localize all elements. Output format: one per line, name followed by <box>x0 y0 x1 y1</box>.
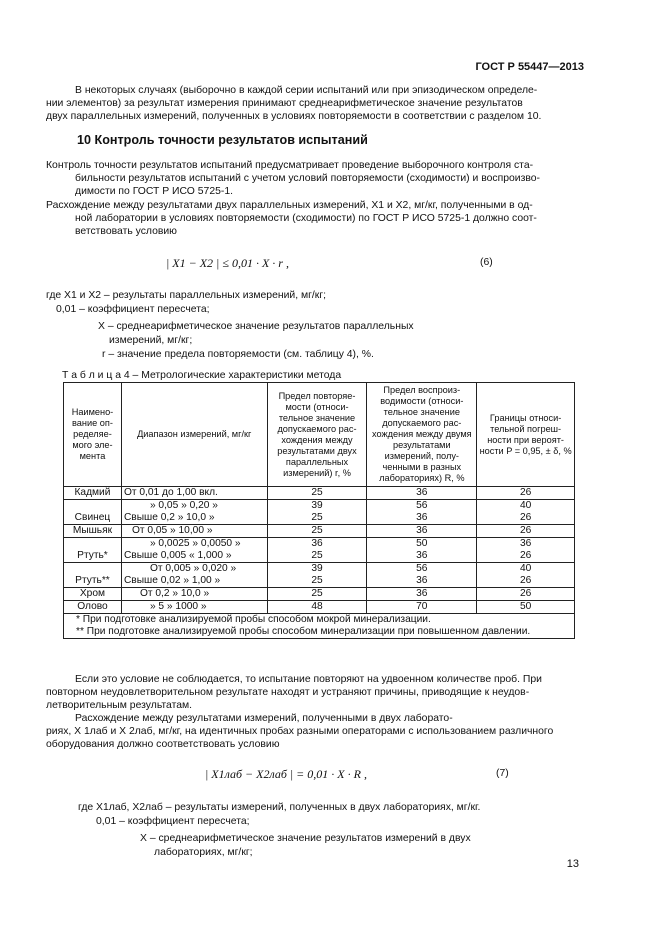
table-row <box>64 512 575 525</box>
cell-R: 36 <box>367 550 477 563</box>
cell-range: » 0,0025 » 0,0050 » <box>121 538 267 551</box>
table-row <box>64 575 575 588</box>
cell-R: 36 <box>367 588 477 601</box>
text-line: димости по ГОСТ Р ИСО 5725-1. <box>75 186 234 198</box>
footnote-2: ** При подготовке анализируемой пробы способом минерализации при повышенном давлении. <box>76 626 531 637</box>
cell-r: 39 <box>267 500 367 513</box>
table-row <box>64 588 575 601</box>
text-line: Если это условие не соблюдается, то испытание повторяют на удвоенном количестве проб. При <box>75 674 542 685</box>
cell-delta: 26 <box>477 550 575 563</box>
cell-r: 25 <box>267 575 367 588</box>
text-line: повторном неудовлетворительном результате находят и устраняют причины, приводящие к неудов- <box>46 687 530 699</box>
text-line: риях, X 1лаб и X 2лаб, мг/кг, на идентичных пробах разными операторами с использованием различного <box>46 726 554 738</box>
cell-element <box>64 500 122 513</box>
intro-paragraph <box>46 84 586 124</box>
cell-element: Свинец <box>64 512 122 525</box>
cell-R: 36 <box>367 487 477 500</box>
table-row <box>64 601 575 614</box>
cell-r: 25 <box>267 588 367 601</box>
paragraph-discrepancy <box>46 199 586 239</box>
cell-range: » 0,05 » 0,20 » <box>121 500 267 513</box>
header-repeatability: Предел повторяе-мости (относи-тельное значение допускаемого рас-хождения между результатами двух параллельных измерений) r, % <box>267 383 367 487</box>
cell-r: 48 <box>267 601 367 614</box>
table-row <box>64 538 575 551</box>
cell-delta: 40 <box>477 563 575 576</box>
table-header-row <box>64 383 575 487</box>
cell-range: Свыше 0,02 » 1,00 » <box>121 575 267 588</box>
cell-element <box>64 563 122 576</box>
cell-element: Олово <box>64 601 122 614</box>
cell-r: 25 <box>267 525 367 538</box>
cell-range: » 5 » 1000 » <box>121 601 267 614</box>
cell-R: 36 <box>367 575 477 588</box>
cell-r: 25 <box>267 550 367 563</box>
text-line: Расхождение между результатами измерений, полученными в двух лаборато- <box>75 713 453 724</box>
text-line: Контроль точности результатов испытаний предусматривает проведение выборочного контроля ста- <box>46 160 534 171</box>
text-line: X – среднеарифметическое значение результатов параллельных <box>98 321 414 332</box>
text-line: 0,01 – коэффициент пересчета; <box>96 816 250 827</box>
table-row <box>64 525 575 538</box>
cell-range: От 0,005 » 0,020 » <box>121 563 267 576</box>
text-line: где X1 и X2 – результаты параллельных измерений, мг/кг; <box>46 290 327 301</box>
where-block-1 <box>46 289 586 362</box>
header-error: Границы относи-тельной погреш-ности при вероят-ности P = 0,95, ± δ, % <box>477 383 575 487</box>
cell-element: Мышьяк <box>64 525 122 538</box>
cell-element: Ртуть* <box>64 550 122 563</box>
paragraph-repeat <box>46 673 586 713</box>
text-line: X – среднеарифметическое значение результатов измерений в двух <box>140 833 471 844</box>
cell-R: 56 <box>367 563 477 576</box>
header-reproducibility: Предел воспроиз-водимости (относи-тельное значение допускаемого рас-хождения между двумя результатами измерений, полу-ченными в разных лабораториях) R, % <box>367 383 477 487</box>
formula-6: | X1 − X2 | ≤ 0,01 · X · r , <box>166 256 289 270</box>
footnote-1: * При подготовке анализируемой пробы способом мокрой минерализации. <box>76 614 431 625</box>
doc-header: ГОСТ Р 55447—2013 <box>475 61 584 73</box>
cell-R: 56 <box>367 500 477 513</box>
text-line: летворительным результатам. <box>46 700 193 712</box>
header-range: Диапазон измерений, мг/кг <box>121 383 267 487</box>
cell-r: 25 <box>267 512 367 525</box>
cell-range: От 0,05 » 10,00 » <box>121 525 267 538</box>
cell-range: От 0,01 до 1,00 вкл. <box>121 487 267 500</box>
cell-R: 50 <box>367 538 477 551</box>
cell-delta: 26 <box>477 525 575 538</box>
table-row <box>64 500 575 513</box>
text-line: ветствовать условию <box>75 226 177 238</box>
cell-element: Кадмий <box>64 487 122 500</box>
cell-r: 39 <box>267 563 367 576</box>
text-line: двух параллельных измерений, полученных в условиях повторяемости в соответствии с разделом 10. <box>46 111 542 123</box>
cell-delta: 40 <box>477 500 575 513</box>
paragraph-labs <box>46 712 586 752</box>
text-line: Расхождение между результатами двух параллельных измерений, X1 и X2, мг/кг, полученными в од- <box>46 200 533 211</box>
section-heading: 10 Контроль точности результатов испытаний <box>77 133 368 147</box>
cell-r: 25 <box>267 487 367 500</box>
where-block-2 <box>78 801 588 860</box>
text-line: В некоторых случаях (выборочно в каждой серии испытаний или при эпизодическом определе- <box>75 85 538 96</box>
cell-range: Свыше 0,005 « 1,000 » <box>121 550 267 563</box>
formula-6-number: (6) <box>480 257 493 268</box>
cell-element: Хром <box>64 588 122 601</box>
text-line: r – значение предела повторяемости (см. таблицу 4), %. <box>102 349 374 360</box>
page-number: 13 <box>566 858 579 870</box>
text-line: ной лаборатории в условиях повторяемости (сходимости) по ГОСТ Р ИСО 5725-1 должно соот- <box>75 213 537 225</box>
cell-R: 36 <box>367 525 477 538</box>
header-element: Наимено-вание оп-ределяе-мого эле-мента <box>64 383 122 487</box>
cell-delta: 26 <box>477 487 575 500</box>
text-line: лабораториях, мг/кг; <box>154 847 253 858</box>
cell-R: 70 <box>367 601 477 614</box>
formula-7-number: (7) <box>496 768 509 779</box>
table-row <box>64 550 575 563</box>
cell-R: 36 <box>367 512 477 525</box>
cell-delta: 36 <box>477 538 575 551</box>
table-caption: Т а б л и ц а 4 – Метрологические характеристики метода <box>62 370 342 381</box>
text-line: измерений, мг/кг; <box>109 335 193 346</box>
table-row <box>64 563 575 576</box>
text-line: нии элементов) за результат измерения принимают среднеарифметическое значение результатов <box>46 98 523 110</box>
table-notes-row <box>64 614 575 639</box>
paragraph-control <box>46 159 586 199</box>
cell-element <box>64 538 122 551</box>
cell-range: От 0,2 » 10,0 » <box>121 588 267 601</box>
text-line: бильности результатов испытаний с учетом условий повторяемости (сходимости) и воспроизво- <box>75 173 540 185</box>
table-row <box>64 487 575 500</box>
text-line: 0,01 – коэффициент пересчета; <box>56 304 210 315</box>
formula-7: | X1лаб − X2лаб | = 0,01 · X · R , <box>205 767 367 781</box>
cell-element: Ртуть** <box>64 575 122 588</box>
text-line: оборудования должно соответствовать условию <box>46 739 280 751</box>
table-notes <box>64 614 575 639</box>
cell-range: Свыше 0,2 » 10,0 » <box>121 512 267 525</box>
metrology-table <box>63 382 575 639</box>
cell-delta: 50 <box>477 601 575 614</box>
cell-delta: 26 <box>477 575 575 588</box>
cell-delta: 26 <box>477 588 575 601</box>
cell-r: 36 <box>267 538 367 551</box>
cell-delta: 26 <box>477 512 575 525</box>
text-line: где X1лаб, X2лаб – результаты измерений, полученных в двух лабораториях, мг/кг. <box>78 802 481 813</box>
